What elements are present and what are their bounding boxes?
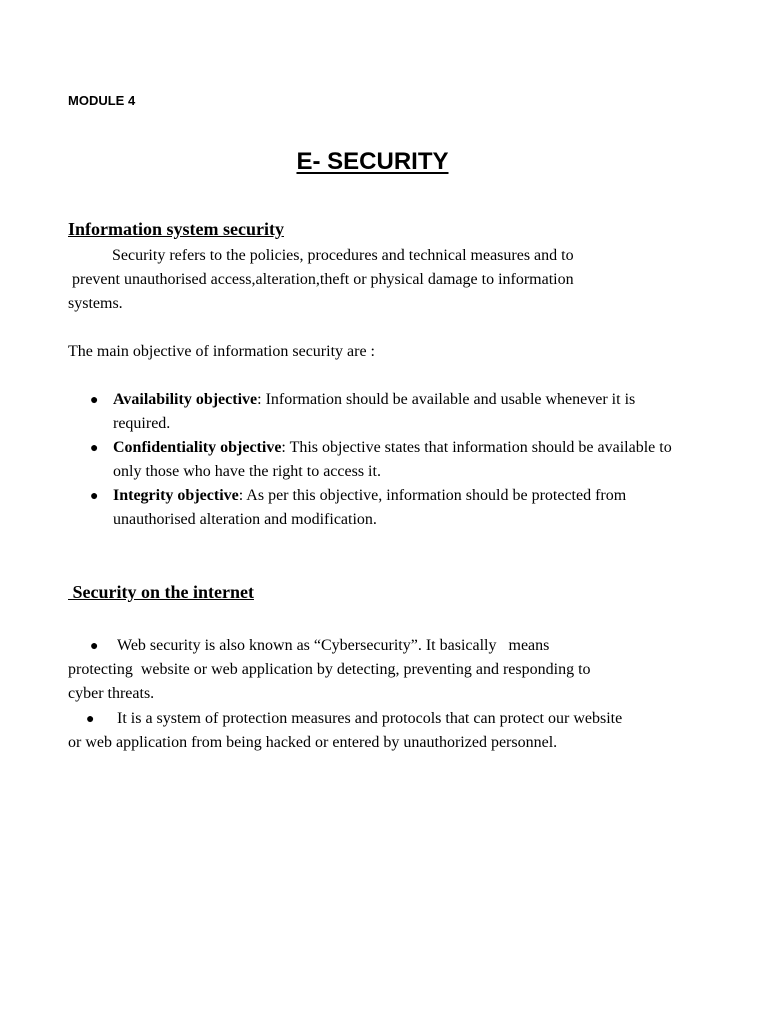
section-heading-information-system-security: Information system security: [68, 219, 284, 239]
web-security-line-3: cyber threats.: [68, 685, 155, 702]
protection-line-2: or web application from being hacked or entered by unauthorized personnel.: [68, 734, 558, 751]
objective-item-integrity: [113, 484, 693, 532]
intro-line-1: Security refers to the policies, procedures and technical measures and to: [68, 247, 574, 264]
intro-line-2: prevent unauthorised access,alteration,theft or physical damage to information: [68, 271, 574, 288]
section-heading-security-on-the-internet: Security on the internet: [68, 582, 254, 602]
objective-term: Availability objective: [113, 391, 258, 408]
bullet-icon: ●: [90, 489, 99, 504]
objective-item-confidentiality: [113, 436, 693, 484]
intro-line-3: systems.: [68, 295, 123, 312]
bullet-icon: ●: [90, 639, 99, 654]
web-security-line-2: protecting website or web application by detecting, preventing and responding to: [68, 661, 591, 678]
bullet-icon: ●: [90, 441, 99, 456]
objective-item-availability: [113, 388, 693, 436]
module-label: MODULE 4: [68, 93, 136, 108]
bullet-icon: ●: [90, 393, 99, 408]
objective-term: Confidentiality objective: [113, 439, 282, 456]
bullet-icon: ●: [86, 712, 95, 727]
objective-description: : As per this objective, information should be protected from unauthorised alteration and modification.: [113, 487, 627, 528]
document-title: E- SECURITY: [296, 148, 449, 175]
objectives-intro: The main objective of information security are :: [68, 343, 375, 360]
objective-description: : Information should be available and usable whenever it is required.: [113, 391, 636, 432]
objective-term: Integrity objective: [113, 487, 239, 504]
protection-line-1: It is a system of protection measures and protocols that can protect our website: [117, 710, 623, 727]
web-security-line-1: Web security is also known as “Cybersecurity”. It basically means: [117, 637, 550, 654]
objective-description: : This objective states that information should be available to only those who have the right to access it.: [113, 439, 672, 480]
